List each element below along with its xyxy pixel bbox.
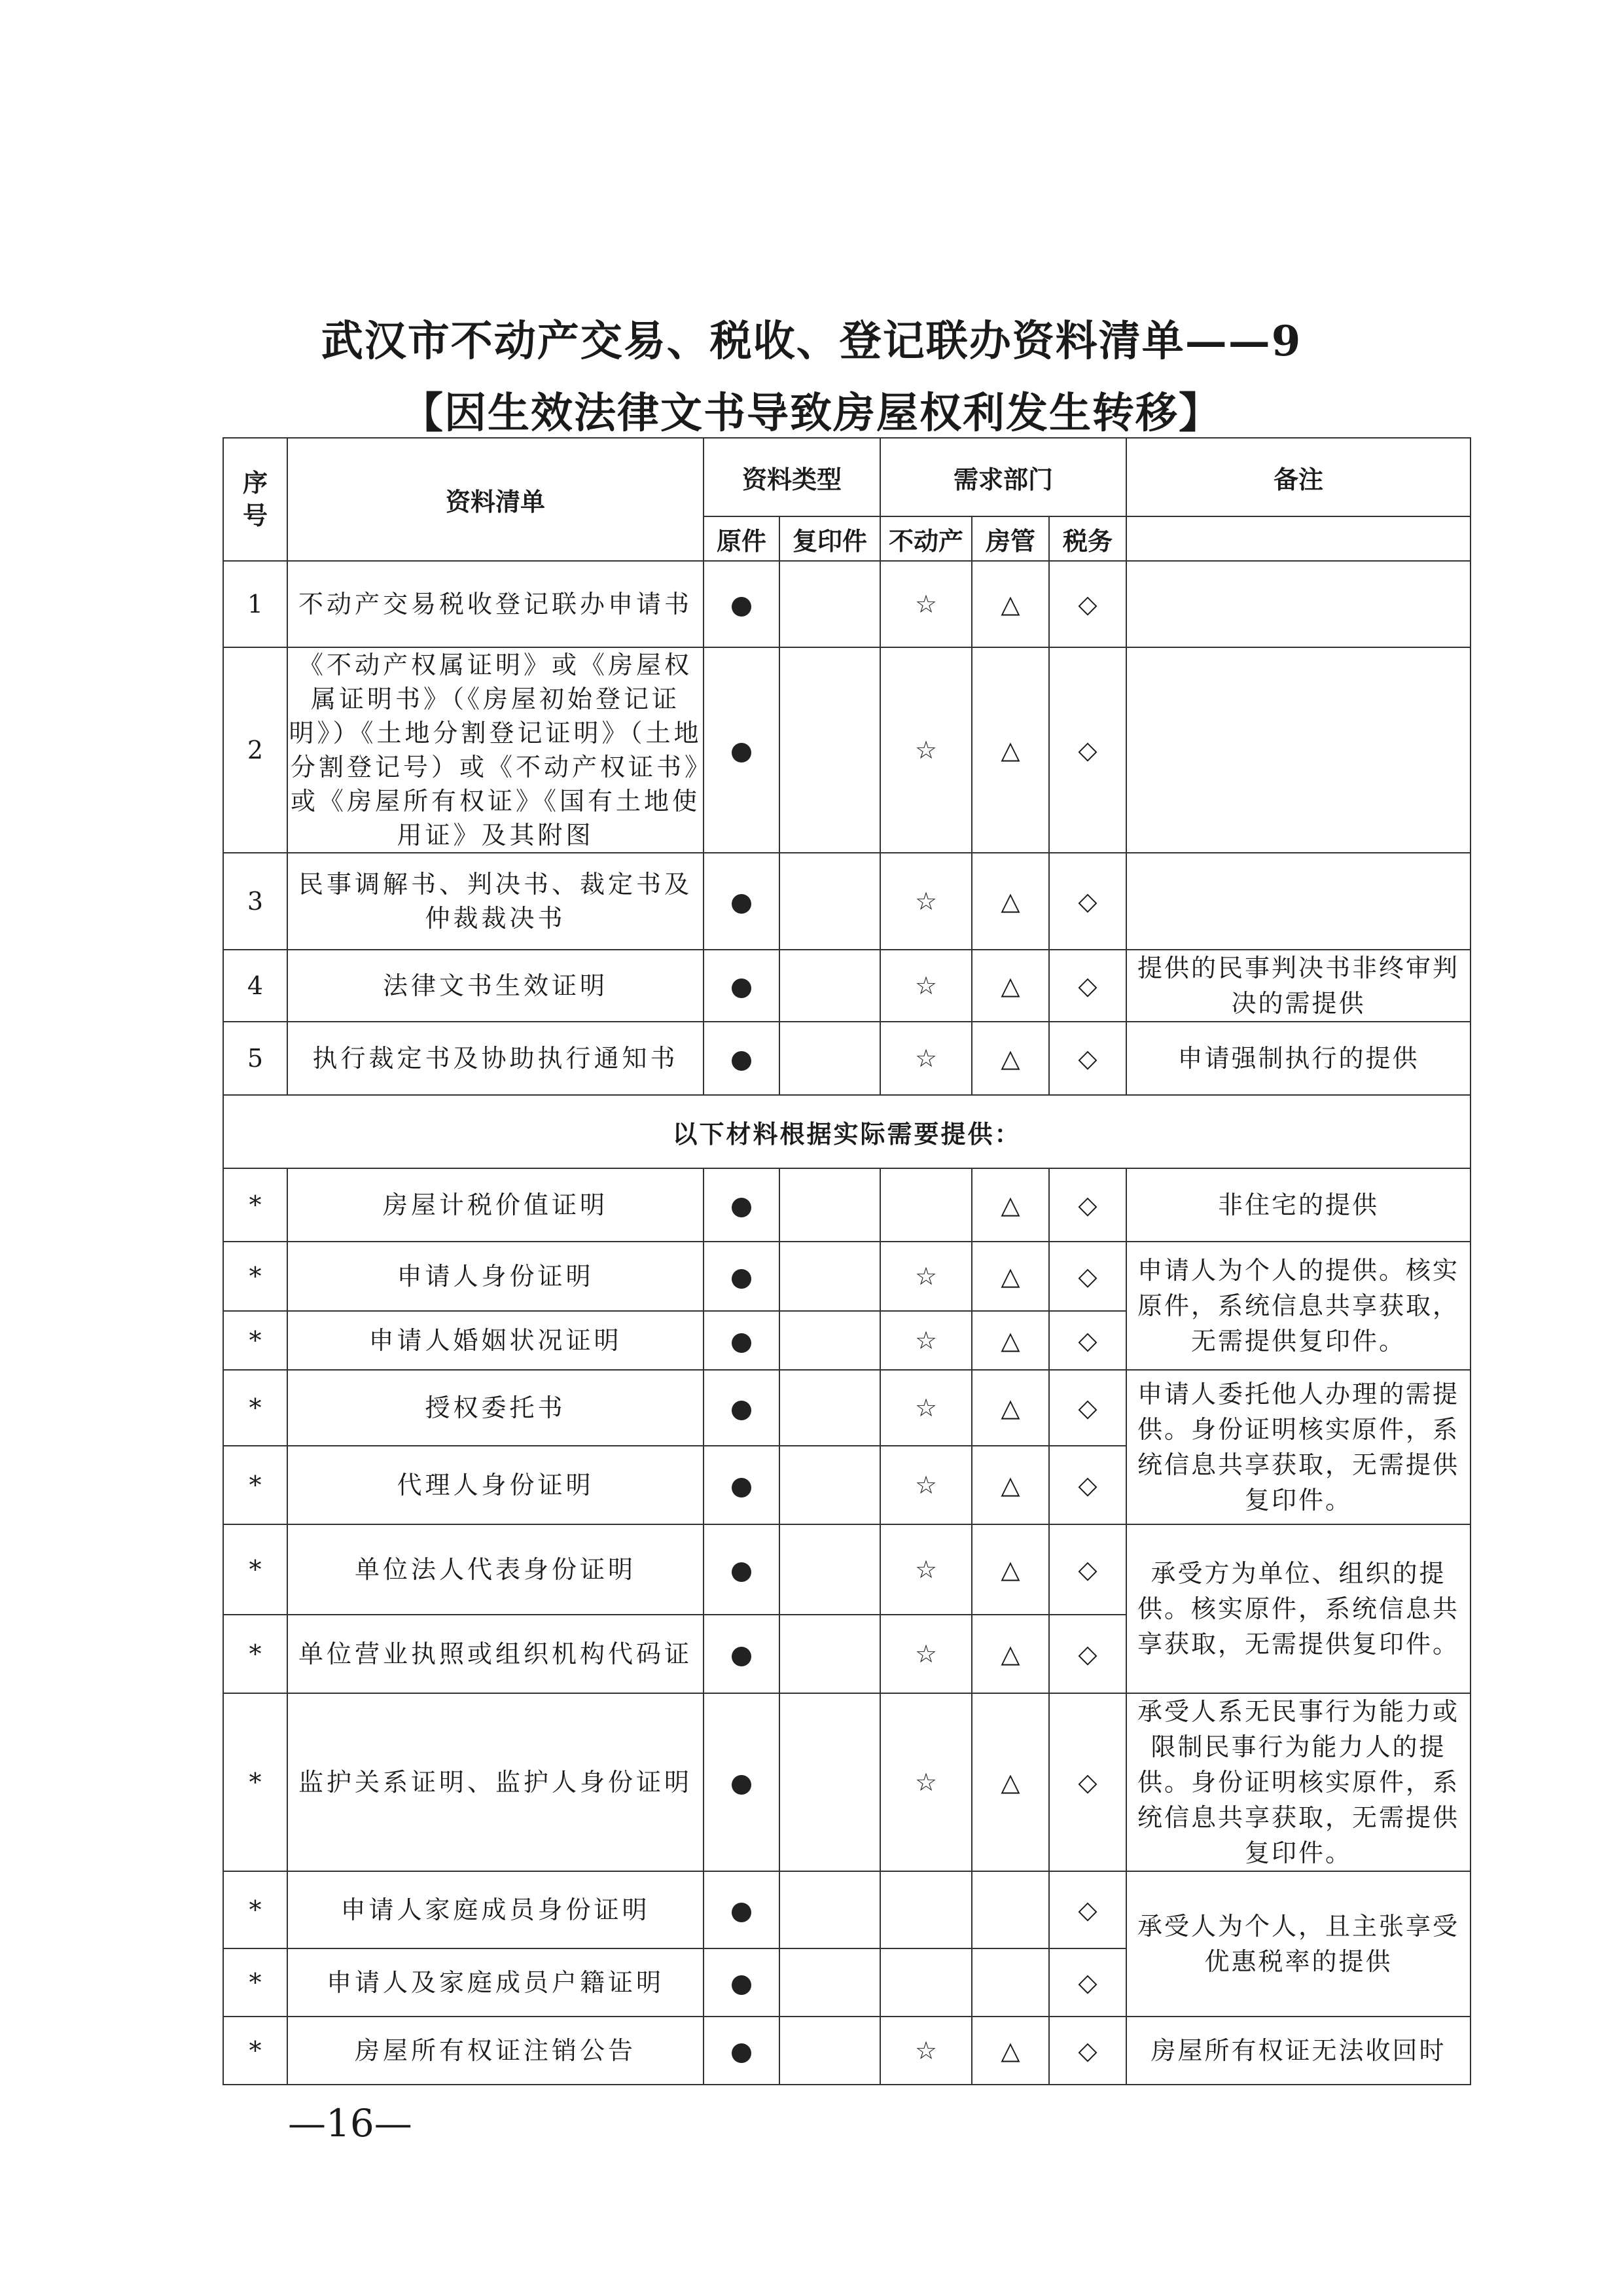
original-dot: [704, 1242, 779, 1311]
original-dot: [704, 853, 779, 950]
original-dot: [704, 2017, 779, 2085]
table-row: [223, 1242, 1471, 1311]
triangle-icon: △: [972, 1311, 1049, 1370]
document-subtitle: 【因生效法律文书导致房屋权利发生转移】: [401, 389, 1222, 438]
header-original: 原件: [704, 516, 779, 561]
header-note-blank: [1126, 516, 1471, 561]
realestate-cell: [880, 1948, 972, 2017]
table-row: [223, 2017, 1471, 2085]
original-dot: [704, 1948, 779, 2017]
table-row: [223, 1022, 1471, 1095]
row-name: 单位营业执照或组织机构代码证: [287, 1615, 704, 1693]
table-row: [223, 1693, 1471, 1871]
copy-cell: [779, 1022, 880, 1095]
triangle-icon: △: [972, 1242, 1049, 1311]
copy-cell: [779, 1370, 880, 1446]
document-title: 武汉市不动产交易、税收、登记联办资料清单——9: [321, 317, 1302, 366]
triangle-icon: △: [972, 1022, 1049, 1095]
row-number: 3: [223, 853, 287, 950]
applicant-note: 申请人为个人的提供。核实原件，系统信息共享获取，无需提供复印件。: [1126, 1242, 1471, 1370]
original-dot: [704, 1615, 779, 1693]
copy-cell: [779, 1168, 880, 1242]
diamond-icon: ◇: [1049, 1524, 1126, 1615]
diamond-icon: ◇: [1049, 1022, 1126, 1095]
original-dot: [704, 1311, 779, 1370]
triangle-icon: △: [972, 1524, 1049, 1615]
header-note: 备注: [1126, 438, 1471, 516]
row-name: 法律文书生效证明: [287, 950, 704, 1022]
filled-circle-icon: [732, 1903, 751, 1922]
star-icon: ☆: [880, 1615, 972, 1693]
diamond-icon: ◇: [1049, 1446, 1126, 1524]
copy-cell: [779, 2017, 880, 2085]
copy-cell: [779, 1693, 880, 1871]
triangle-icon: △: [972, 561, 1049, 647]
header-type: 资料类型: [704, 438, 880, 516]
original-dot: [704, 1446, 779, 1524]
diamond-icon: ◇: [1049, 1242, 1126, 1311]
original-dot: [704, 1693, 779, 1871]
filled-circle-icon: [732, 894, 751, 914]
table-row: [223, 561, 1471, 647]
copy-cell: [779, 1948, 880, 2017]
row-number: *: [223, 1871, 287, 1948]
diamond-icon: ◇: [1049, 561, 1126, 647]
row-number: *: [223, 1524, 287, 1615]
header-seq-bottom: 号: [242, 501, 268, 530]
realestate-cell: [880, 1168, 972, 1242]
housing-cell: [972, 1871, 1049, 1948]
star-icon: ☆: [880, 647, 972, 853]
triangle-icon: △: [972, 1693, 1049, 1871]
copy-cell: [779, 1615, 880, 1693]
header-tax: 税务: [1049, 516, 1126, 561]
triangle-icon: △: [972, 1615, 1049, 1693]
row-note: [1126, 853, 1471, 950]
diamond-icon: ◇: [1049, 950, 1126, 1022]
filled-circle-icon: [732, 1269, 751, 1289]
row-number: 4: [223, 950, 287, 1022]
header-seq: [223, 438, 287, 561]
row-note: 房屋所有权证无法收回时: [1126, 2017, 1471, 2085]
original-dot: [704, 1370, 779, 1446]
diamond-icon: ◇: [1049, 1615, 1126, 1693]
row-number: *: [223, 1370, 287, 1446]
row-note: 申请强制执行的提供: [1126, 1022, 1471, 1095]
row-number: *: [223, 1168, 287, 1242]
copy-cell: [779, 1524, 880, 1615]
row-number: 2: [223, 647, 287, 853]
diamond-icon: ◇: [1049, 1311, 1126, 1370]
row-name: 单位法人代表身份证明: [287, 1524, 704, 1615]
diamond-icon: ◇: [1049, 1370, 1126, 1446]
row-name: 申请人家庭成员身份证明: [287, 1871, 704, 1948]
filled-circle-icon: [732, 1051, 751, 1071]
diamond-icon: ◇: [1049, 1871, 1126, 1948]
star-icon: ☆: [880, 2017, 972, 2085]
diamond-icon: ◇: [1049, 647, 1126, 853]
triangle-icon: △: [972, 950, 1049, 1022]
diamond-icon: ◇: [1049, 1168, 1126, 1242]
filled-circle-icon: [732, 1478, 751, 1498]
row-name: 房屋计税价值证明: [287, 1168, 704, 1242]
row-name: 《不动产权属证明》或《房屋权属证明书》（《房屋初始登记证明》）《土地分割登记证明》（土地分割登记号）或《不动产权证书》或《房屋所有权证》《国有土地使用证》及其附图: [287, 647, 704, 853]
filled-circle-icon: [732, 1198, 751, 1217]
star-icon: ☆: [880, 950, 972, 1022]
diamond-icon: ◇: [1049, 1693, 1126, 1871]
header-copy: 复印件: [779, 516, 880, 561]
filled-circle-icon: [732, 1775, 751, 1795]
header-row-1: [223, 438, 1471, 516]
section-label: 以下材料根据实际需要提供：: [223, 1095, 1471, 1168]
row-number: *: [223, 1311, 287, 1370]
row-name: 授权委托书: [287, 1370, 704, 1446]
header-seq-top: 序: [242, 469, 268, 497]
filled-circle-icon: [732, 1562, 751, 1582]
row-name: 监护关系证明、监护人身份证明: [287, 1693, 704, 1871]
row-note: 提供的民事判决书非终审判决的需提供: [1126, 950, 1471, 1022]
original-dot: [704, 950, 779, 1022]
row-name: 民事调解书、判决书、裁定书及仲裁裁决书: [287, 853, 704, 950]
row-note: [1126, 561, 1471, 647]
table-row: [223, 950, 1471, 1022]
copy-cell: [779, 647, 880, 853]
diamond-icon: ◇: [1049, 853, 1126, 950]
filled-circle-icon: [732, 1333, 751, 1353]
row-note: 非住宅的提供: [1126, 1168, 1471, 1242]
star-icon: ☆: [880, 1242, 972, 1311]
filled-circle-icon: [732, 743, 751, 762]
original-dot: [704, 1871, 779, 1948]
housing-cell: [972, 1948, 1049, 2017]
copy-cell: [779, 950, 880, 1022]
row-name: 申请人婚姻状况证明: [287, 1311, 704, 1370]
filled-circle-icon: [732, 1647, 751, 1666]
header-realestate: 不动产: [880, 516, 972, 561]
table-row: [223, 1524, 1471, 1615]
row-number: *: [223, 2017, 287, 2085]
filled-circle-icon: [732, 1975, 751, 1995]
copy-cell: [779, 1871, 880, 1948]
original-dot: [704, 1524, 779, 1615]
row-number: 5: [223, 1022, 287, 1095]
triangle-icon: △: [972, 1446, 1049, 1524]
filled-circle-icon: [732, 1401, 751, 1420]
agent-note: 申请人委托他人办理的需提供。身份证明核实原件，系统信息共享获取，无需提供复印件。: [1126, 1370, 1471, 1524]
triangle-icon: △: [972, 2017, 1049, 2085]
copy-cell: [779, 853, 880, 950]
copy-cell: [779, 561, 880, 647]
header-dept: 需求部门: [880, 438, 1126, 516]
original-dot: [704, 1168, 779, 1242]
row-name: 房屋所有权证注销公告: [287, 2017, 704, 2085]
star-icon: ☆: [880, 561, 972, 647]
star-icon: ☆: [880, 1446, 972, 1524]
header-housing: 房管: [972, 516, 1049, 561]
original-dot: [704, 561, 779, 647]
materials-table: [223, 437, 1471, 2085]
star-icon: ☆: [880, 1022, 972, 1095]
row-name: 不动产交易税收登记联办申请书: [287, 561, 704, 647]
filled-circle-icon: [732, 597, 751, 617]
row-number: *: [223, 1242, 287, 1311]
star-icon: ☆: [880, 1311, 972, 1370]
table-row: [223, 1871, 1471, 1948]
triangle-icon: △: [972, 1168, 1049, 1242]
family-note: 承受人为个人，且主张享受优惠税率的提供: [1126, 1871, 1471, 2017]
row-name: 申请人及家庭成员户籍证明: [287, 1948, 704, 2017]
copy-cell: [779, 1311, 880, 1370]
row-name: 申请人身份证明: [287, 1242, 704, 1311]
copy-cell: [779, 1446, 880, 1524]
row-note: [1126, 647, 1471, 853]
triangle-icon: △: [972, 1370, 1049, 1446]
row-number: *: [223, 1693, 287, 1871]
star-icon: ☆: [880, 1370, 972, 1446]
star-icon: ☆: [880, 1524, 972, 1615]
row-name: 执行裁定书及协助执行通知书: [287, 1022, 704, 1095]
row-number: *: [223, 1615, 287, 1693]
table-row: [223, 1370, 1471, 1446]
triangle-icon: △: [972, 853, 1049, 950]
table-row: [223, 1168, 1471, 1242]
row-number: 1: [223, 561, 287, 647]
section-row: [223, 1095, 1471, 1168]
original-dot: [704, 647, 779, 853]
row-number: *: [223, 1948, 287, 2017]
triangle-icon: △: [972, 647, 1049, 853]
diamond-icon: ◇: [1049, 2017, 1126, 2085]
page-number: —16—: [288, 2101, 412, 2145]
diamond-icon: ◇: [1049, 1948, 1126, 2017]
row-name: 代理人身份证明: [287, 1446, 704, 1524]
filled-circle-icon: [732, 2043, 751, 2063]
unit-note: 承受方为单位、组织的提供。核实原件，系统信息共享获取，无需提供复印件。: [1126, 1524, 1471, 1693]
star-icon: ☆: [880, 853, 972, 950]
copy-cell: [779, 1242, 880, 1311]
realestate-cell: [880, 1871, 972, 1948]
table-row: [223, 647, 1471, 853]
star-icon: ☆: [880, 1693, 972, 1871]
original-dot: [704, 1022, 779, 1095]
header-list: 资料清单: [287, 438, 704, 561]
row-number: *: [223, 1446, 287, 1524]
table-row: [223, 853, 1471, 950]
row-note: 承受人系无民事行为能力或限制民事行为能力人的提供。身份证明核实原件，系统信息共享获取，无需提供复印件。: [1126, 1693, 1471, 1871]
filled-circle-icon: [732, 978, 751, 998]
